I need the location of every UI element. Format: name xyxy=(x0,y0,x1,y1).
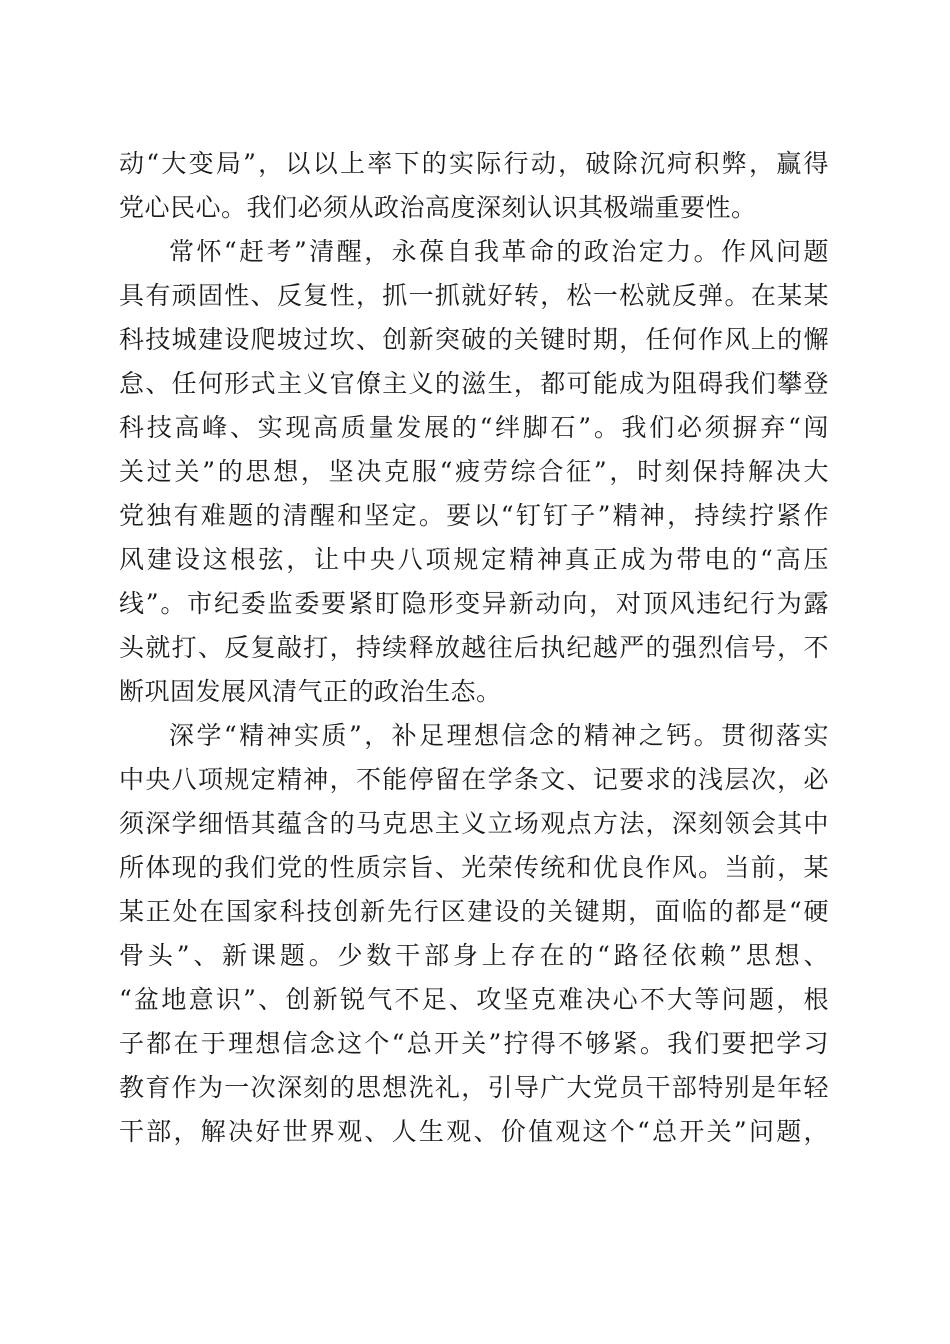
text-line: 断巩固发展风清气正的政治生态。 xyxy=(119,677,502,706)
text-line: 骨头”、新课题。少数干部身上存在的“路径依赖”思想、 xyxy=(119,941,829,970)
text-line: “盆地意识”、创新锐气不足、攻坚克难决心不大等问题，根 xyxy=(119,985,829,1014)
text-line: 子都在于理想信念这个“总开关”拧得不够紧。我们要把学习 xyxy=(119,1029,829,1058)
text-line: 中央八项规定精神，不能停留在学条文、记要求的浅层次，必 xyxy=(119,765,829,794)
text-line: 干部，解决好世界观、人生观、价值观这个“总开关”问题， xyxy=(119,1117,829,1146)
text-line: 党独有难题的清醒和坚定。要以“钉钉子”精神，持续拧紧作 xyxy=(119,501,829,530)
text-line: 所体现的我们党的性质宗旨、光荣传统和优良作风。当前，某 xyxy=(119,853,829,882)
text-line: 头就打、反复敲打，持续释放越往后执纪越严的强烈信号，不 xyxy=(119,633,829,662)
text-line: 关过关”的思想，坚决克服“疲劳综合征”，时刻保持解决大 xyxy=(119,457,829,486)
text-line: 科技高峰、实现高质量发展的“绊脚石”。我们必须摒弃“闯 xyxy=(119,413,829,442)
text-line: 教育作为一次深刻的思想洗礼，引导广大党员干部特别是年轻 xyxy=(119,1073,829,1102)
document-body xyxy=(119,142,829,1154)
text-line: 动“大变局”，以以上率下的实际行动，破除沉疴积弊，赢得 xyxy=(119,149,829,178)
paragraph-1 xyxy=(119,142,829,230)
text-line: 深学“精神实质”，补足理想信念的精神之钙。贯彻落实 xyxy=(169,721,829,750)
text-line: 风建设这根弦，让中央八项规定精神真正成为带电的“高压 xyxy=(119,545,829,574)
text-line: 常怀“赶考”清醒，永葆自我革命的政治定力。作风问题 xyxy=(169,237,829,266)
text-line: 党心民心。我们必须从政治高度深刻认识其极端重要性。 xyxy=(119,193,757,222)
text-line: 线”。市纪委监委要紧盯隐形变异新动向，对顶风违纪行为露 xyxy=(119,589,829,618)
text-line: 科技城建设爬坡过坎、创新突破的关键时期，任何作风上的懈 xyxy=(119,325,829,354)
paragraph-2 xyxy=(119,230,829,714)
paragraph-3 xyxy=(119,714,829,1154)
text-line: 须深学细悟其蕴含的马克思主义立场观点方法，深刻领会其中 xyxy=(119,809,829,838)
text-line: 怠、任何形式主义官僚主义的滋生，都可能成为阻碍我们攀登 xyxy=(119,369,829,398)
text-line: 某正处在国家科技创新先行区建设的关键期，面临的都是“硬 xyxy=(119,897,829,926)
text-line: 具有顽固性、反复性，抓一抓就好转，松一松就反弹。在某某 xyxy=(119,281,829,310)
